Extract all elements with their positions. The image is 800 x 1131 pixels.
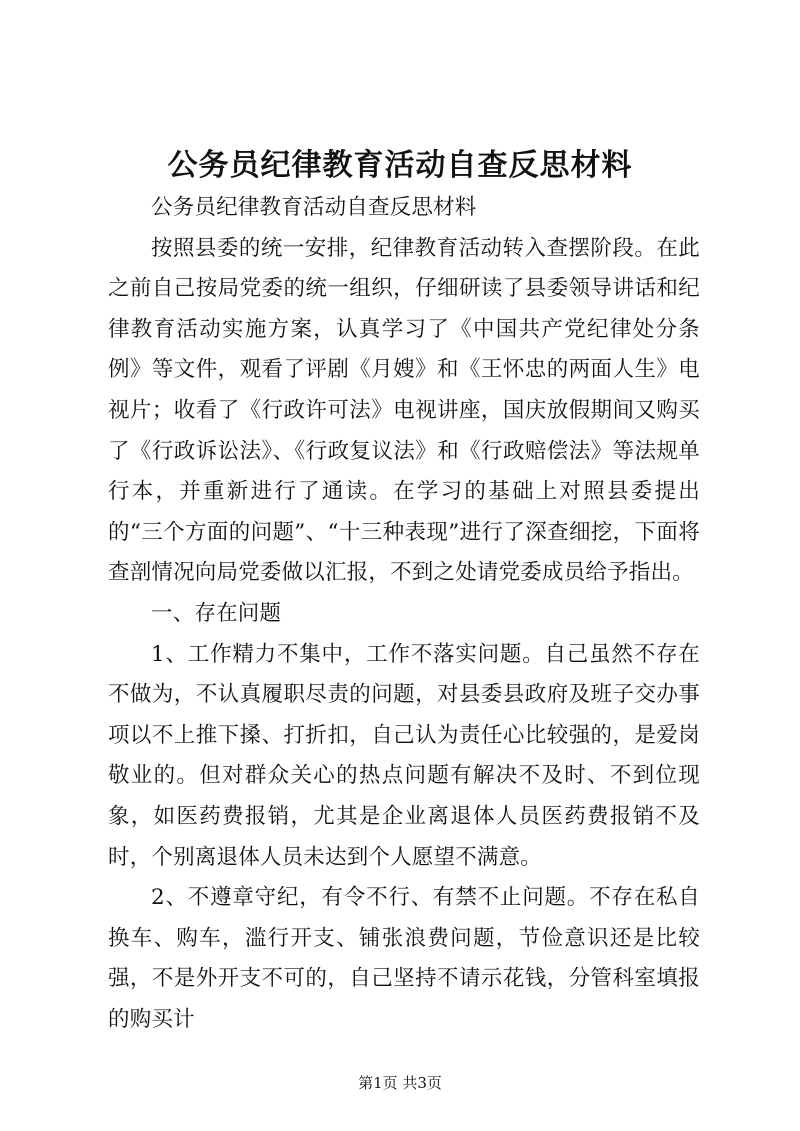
document-title: 公务员纪律教育活动自查反思材料 [167, 148, 633, 183]
document-body [108, 188, 700, 1040]
issue-paragraph-2: 2、不遵章守纪，有令不行、有禁不止问题。不存在私自换车、购车，滥行开支、铺张浪费问题，节俭意识还是比较强，不是外开支不可的，自己坚持不请示花钱，分管科室填报的购买计 [108, 885, 700, 1032]
section-heading: 一、存在问题 [151, 600, 282, 626]
intro-paragraph: 按照县委的统一安排，纪律教育活动转入查摆阶段。在此之前自己按局党委的统一组织，仔细研读了县委领导讲话和纪律教育活动实施方案，认真学习了《中国共产党纪律处分条例》等文件，观看了评剧《月嫂》和《王怀忠的两面人生》电视片；收看了《行政许可法》电视讲座，国庆放假期间又购买了《行政诉讼法》、《行政复议法》和《行政赔偿法》等法规单行本，并重新进行了通读。在学习的基础上对照县委提出的“三个方面的问题”、“十三种表现”进行了深查细挖，下面将查剖情况向局党委做以汇报，不到之处请党委成员给予指出。 [108, 235, 700, 586]
subtitle-paragraph: 公务员纪律教育活动自查反思材料 [151, 195, 477, 220]
page-footer: 第1页 共3页 [358, 1074, 442, 1092]
issue-paragraph-1: 1、工作精力不集中，工作不落实问题。自己虽然不存在不做为，不认真履职尽责的问题，对县委县政府及班子交办事项以不上推下搡、打折扣，自己认为责任心比较强的，是爱岗敬业的。但对群众关心的热点问题有解决不及时、不到位现象，如医药费报销，尤其是企业离退体人员医药费报销不及时，个别离退体人员未达到个人愿望不满意。 [108, 641, 700, 870]
